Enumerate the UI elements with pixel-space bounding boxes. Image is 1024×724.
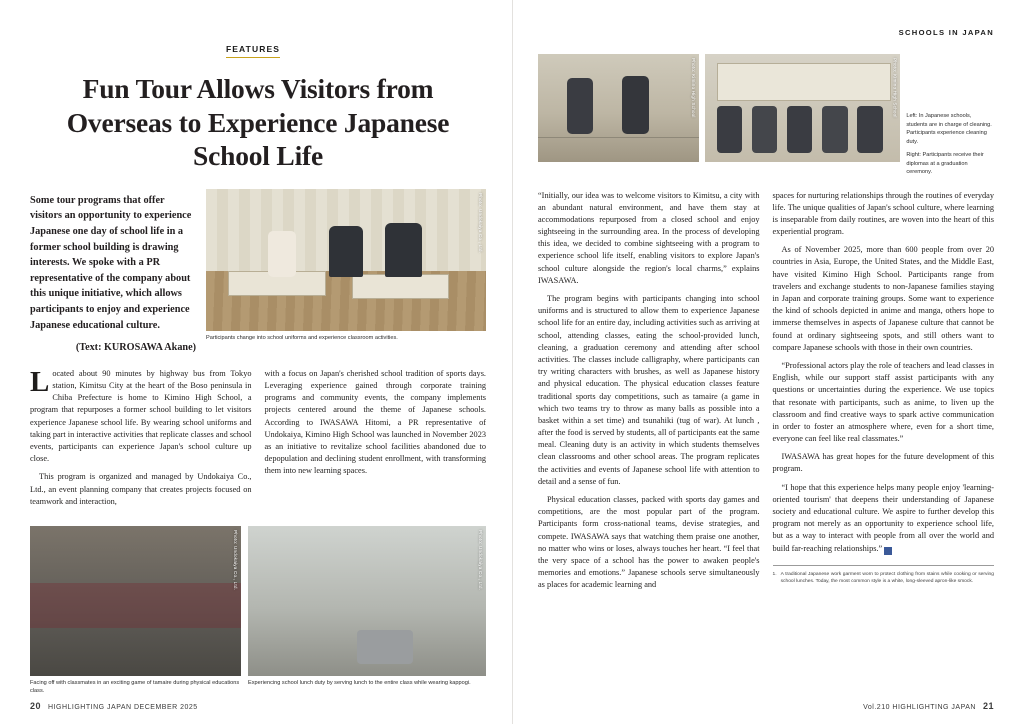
hero-photo-caption: Participants change into school uniforms and experience classroom activities. (206, 334, 398, 341)
intro-block (30, 189, 486, 356)
hero-photo-credit: Photo: Undokaiya Co., Ltd. (478, 192, 483, 253)
cleaning-photo-credit: Photo: Kimino High School (690, 58, 696, 118)
right-page (512, 0, 1024, 724)
pe-photo (30, 526, 241, 676)
right-body-columns (538, 190, 994, 598)
right-column-1 (538, 190, 760, 598)
byline: (Text: KUROSAWA Akane) (75, 342, 196, 354)
side-caption-left: Left: In Japanese schools, students are in charge of cleaning. Participants experience cleaning duty. (906, 113, 992, 145)
cleaning-photo (538, 54, 699, 162)
graduation-photo-credit: Photo: Kimino High School (892, 58, 898, 118)
paragraph-text: “I hope that this experience helps many people enjoy 'learning-oriented tourism' that deepens their understanding of Japanese society and educational culture. We aspire to further develop this program not merely as an opportunity to experience school life, but as a way to interact with people from all over the world and build far-reaching relationships.” (772, 482, 994, 553)
folio-text: Vol.210 HIGHLIGHTING JAPAN (863, 704, 976, 711)
section-label: FEATURES (226, 44, 280, 58)
paragraph: This program is organized and managed by Undokaiya Co., Ltd., an event planning company that creates projects focused on teamwork and interaction, (30, 472, 252, 506)
folio-right (863, 701, 994, 711)
paragraph: spaces for nurturing relationships through the routines of everyday life. The unique qualities of Japan's school culture, where learning is inseparable from daily routines, are woven into the heart of this experiential program. (772, 190, 994, 237)
standfirst (30, 189, 196, 356)
lunch-photo-caption: Experiencing school lunch duty by serving lunch to the entire class while wearing kappogi. (248, 679, 471, 686)
pe-photo-caption: Facing off with classmates in an exciting game of tamaire during physical educations class. (30, 679, 240, 695)
left-column-1 (30, 365, 252, 514)
paragraph: “Professional actors play the role of teachers and lead classes in English, while our support staff assist participants with any questions or uncertainties during the experience. We use topics that resonate with participants, such as anime, to liven up the classroom and find creative ways to spark active communication in order to foster an atmosphere where, even for a short time, everyone can feel like real classmates.” (772, 360, 994, 444)
pe-photo-block (30, 526, 241, 696)
running-head: SCHOOLS IN JAPAN (898, 28, 994, 37)
lower-photo-row (30, 526, 486, 696)
cleaning-photo-block (538, 54, 699, 177)
left-body-columns (30, 365, 486, 514)
lunch-photo-block (248, 526, 486, 696)
folio-left (30, 701, 198, 711)
side-caption-right: Right: Participants receive their diplomas at a graduation ceremony. (906, 152, 984, 175)
footnote-marker: 1. (772, 571, 777, 577)
paragraph: “Initially, our idea was to welcome visitors to Kimitsu, a city with an abundant natural environment, and have them stay at accommodations repurposed from a closed school and enjoy sightseeing in the surrounding area. In the process of developing this idea, we decided to combine sightseeing with a program to experience school life itself, enabling visitors to explore Japan's school culture alongside the region's local charms,” explains IWASAWA. (538, 190, 760, 285)
lunch-photo-credit: Photo: Undokaiya Co., Ltd. (478, 529, 483, 591)
pe-photo-credit: Photo: Undokaiya Co., Ltd. (233, 529, 239, 591)
graduation-photo-block (705, 54, 901, 177)
paragraph: As of November 2025, more than 600 people from over 20 countries in Asia, Europe, the United States, and the Middle East, have visited Kimino High School. Participants range from travelers and exchange students to non-Japanese families staying in Japan and corporate training groups. Some want to experience the kind of schools depicted in anime and manga, others hope to immerse themselves in aspects of Japanese culture that cannot be found at ordinary sightseeing spots, and still others want to compare Japanese schools with those in their own countries. (772, 245, 994, 352)
paragraph: with a focus on Japan's cherished school tradition of sports days. Leveraging experience gained through corporate training programs and community events, the company implements projects centered around the theme of Japanese schools. According to IWASAWA Hitomi, a PR representative of Undokaiya, Kimino High School was launched in November 2023 as an initiative to revitalize school facilities abandoned due to depopulation and declining student enrollment, with transforming them into new learning spaces. (264, 368, 486, 476)
paragraph (773, 482, 995, 555)
paragraph: IWASAWA has great hopes for the future development of this program. (772, 452, 994, 474)
footnote-text: A traditional Japanese work garment worn to protect clothing from stains while cooking or serving school lunches. Today, the most common style is a white, long-sleeved apron-like smock. (780, 571, 994, 585)
hero-photo (206, 189, 486, 331)
graduation-photo (705, 54, 901, 162)
facebook-icon[interactable]: f (884, 547, 892, 555)
page-number: 21 (982, 701, 994, 711)
page-title: Fun Tour Allows Visitors from Overseas to Experience Japanese School Life (66, 73, 450, 172)
side-captions (906, 54, 994, 177)
top-photo-row (538, 54, 994, 177)
standfirst-text: Some tour programs that offer visitors an opportunity to experience Japanese one day of school life in a former school building is drawing interests. We spoke with a PR representative of the company about this unique initiative, which allows participants to enjoy and experience Japanese educational culture. (30, 194, 192, 331)
paragraph: Physical education classes, packed with sports day games and competitions, are the most popular part of the program. Participants form cross-national teams, devise strategies, and compete. IWASAWA says that watching them praise one another, no matter who wins or loses, always touches her heart. “I feel that the very space of a school has the power to awaken people's memories and emotions.” Japanese schools serve simultaneously as places for academic learning and (538, 495, 760, 590)
left-column-2 (265, 368, 487, 514)
footnote (773, 565, 995, 586)
hero-photo-block (206, 189, 486, 356)
folio-text: HIGHLIGHTING JAPAN DECEMBER 2025 (48, 704, 198, 711)
paragraph: The program begins with participants changing into school uniforms and is structured to allow them to experience Japanese school life for an entire day, including activities such as arriving at school, attending classes, eating the school-provided lunch, cleaning, a graduation ceremony and attending after school activities. The classes include calligraphy, where participants can try writing characters with brushes, as well as Japanese history and physical education. The physical education classes feature traditional sports day competitions, such as tamaire (a game in which two teams try to throw as many balls as possible into a basket within a set time) and tsunahiki (tug of war). At lunch , after the food is served by students, all of participants eat the same meal. Cleaning duty is an activity in which students themselves clean classrooms and other school areas. The program replicates the activities and events of Japanese school life with attention to detail and a sense of fun. (538, 294, 760, 486)
paragraph: Located about 90 minutes by highway bus from Tokyo station, Kimitsu City at the heart of the Boso peninsula in Chiba Prefecture is home to Kimino High School, a program that repurposes a former school building to let visitors experience Japanese school life. By wearing school uniforms and taking part in interactive activities that replicate classes and school events, participants can experience Japan's school culture up close. (30, 365, 252, 464)
lunch-photo (248, 526, 486, 676)
right-column-2 (773, 190, 995, 598)
page-number: 20 (30, 701, 42, 711)
